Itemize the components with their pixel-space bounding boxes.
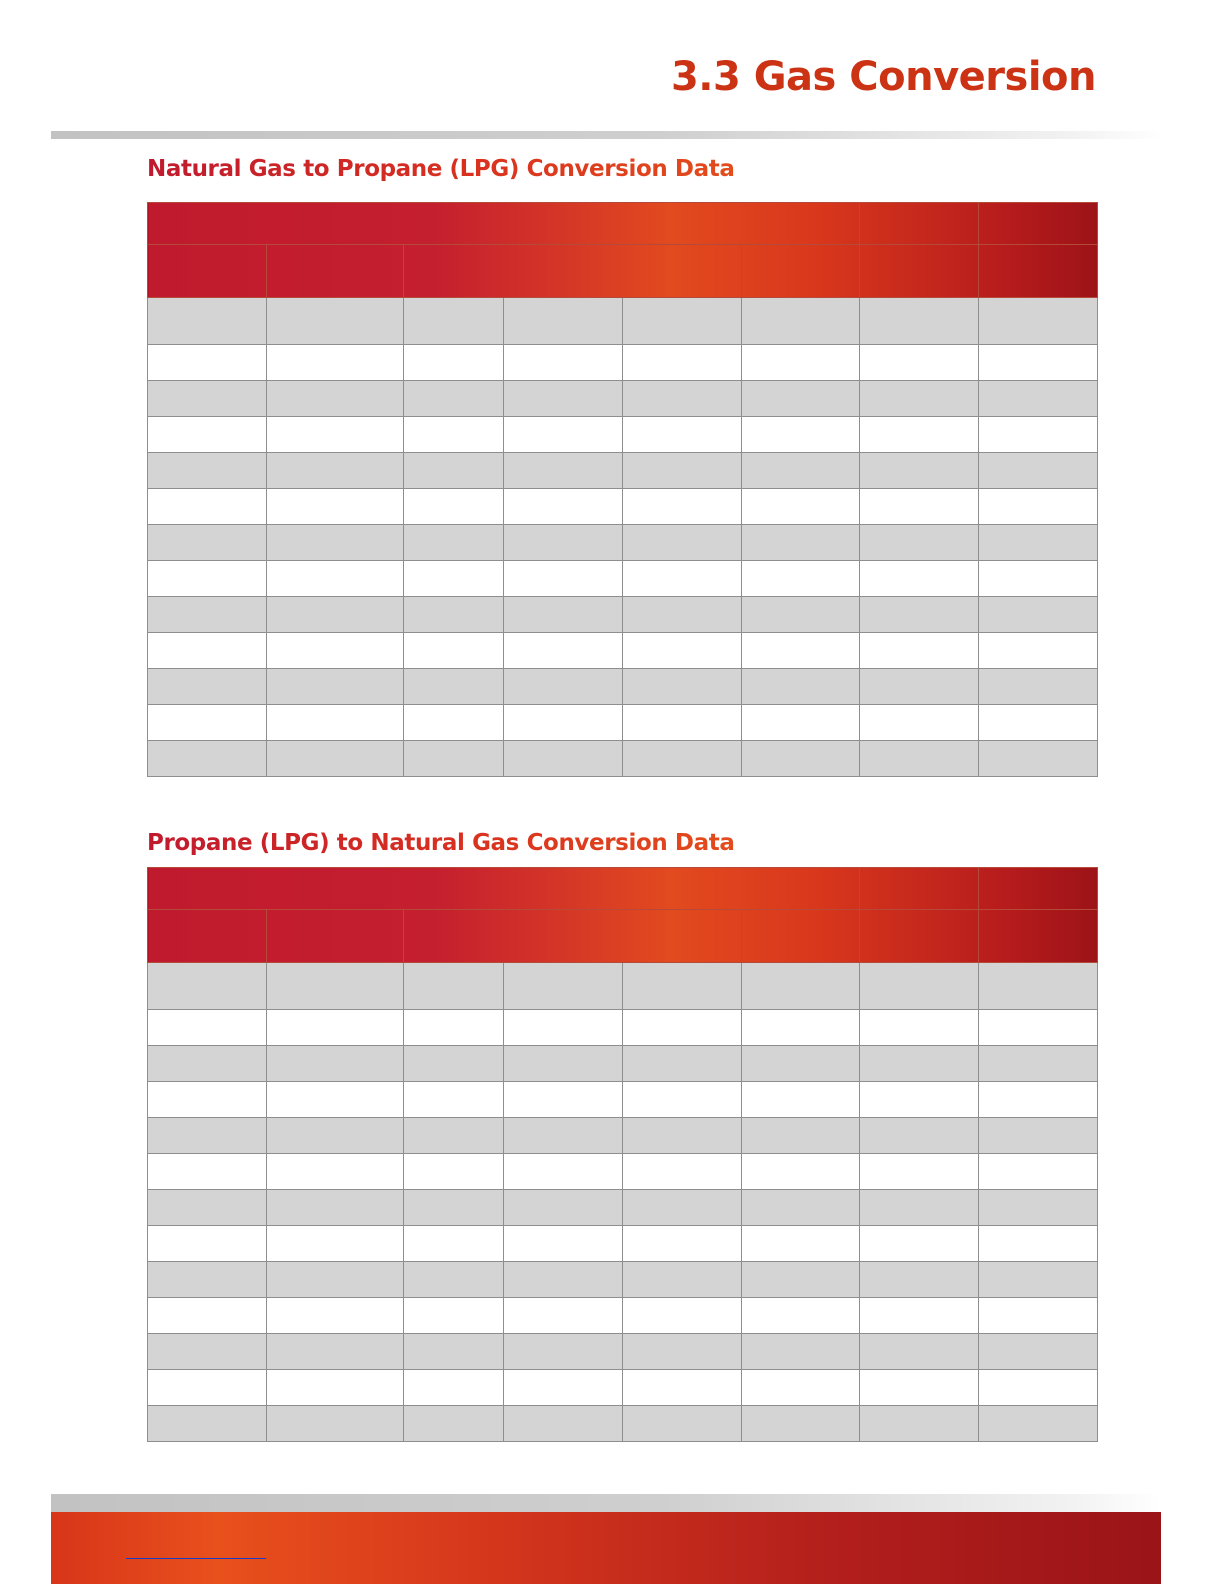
table-cell [623, 1190, 742, 1226]
table-row [148, 1154, 1098, 1190]
table-cell [623, 1406, 742, 1442]
table-cell [979, 525, 1098, 561]
header-row [148, 203, 1098, 245]
table-cell [742, 525, 860, 561]
table-cell [404, 298, 504, 345]
table-cell [267, 453, 404, 489]
table-cell [267, 525, 404, 561]
table-cell [742, 1190, 860, 1226]
table-cell [623, 298, 742, 345]
table-row [148, 298, 1098, 345]
table-cell [742, 963, 860, 1010]
table-row [148, 1298, 1098, 1334]
table-cell [979, 1010, 1098, 1046]
table-cell [742, 345, 860, 381]
table-cell [623, 1370, 742, 1406]
table-cell [504, 381, 623, 417]
table-cell [267, 1298, 404, 1334]
header-cell [148, 868, 860, 910]
subheader-cell [979, 910, 1098, 963]
table-cell [860, 1262, 979, 1298]
table-cell [404, 417, 504, 453]
table-cell [860, 1190, 979, 1226]
subheader-cell [860, 910, 979, 963]
table-cell [148, 1370, 267, 1406]
table-row [148, 1118, 1098, 1154]
table-cell [148, 1298, 267, 1334]
table-cell [504, 1010, 623, 1046]
header-cell [860, 868, 979, 910]
table-cell [860, 417, 979, 453]
table-cell [267, 345, 404, 381]
table-cell [148, 1154, 267, 1190]
table-cell [148, 741, 267, 777]
table-cell [267, 1334, 404, 1370]
table-cell [742, 489, 860, 525]
table-cell [504, 1082, 623, 1118]
table-cell [623, 417, 742, 453]
table-cell [860, 1154, 979, 1190]
table-cell [267, 489, 404, 525]
subheader-cell [860, 245, 979, 298]
table-cell [267, 669, 404, 705]
table-cell [623, 633, 742, 669]
table-cell [267, 298, 404, 345]
table-cell [267, 1406, 404, 1442]
page-title: 3.3 Gas Conversion [670, 54, 1096, 100]
table-cell [148, 1334, 267, 1370]
table-cell [148, 1226, 267, 1262]
table-cell [267, 1154, 404, 1190]
subheader-cell [267, 245, 404, 298]
table-cell [623, 1046, 742, 1082]
table-cell [860, 1118, 979, 1154]
table-cell [979, 633, 1098, 669]
table-cell [979, 1262, 1098, 1298]
table-cell [404, 963, 504, 1010]
subheader-cell [267, 910, 404, 963]
table-cell [404, 525, 504, 561]
table-cell [504, 705, 623, 741]
table-cell [742, 633, 860, 669]
table-cell [860, 489, 979, 525]
table-row [148, 963, 1098, 1010]
table-cell [504, 1370, 623, 1406]
table-cell [148, 1082, 267, 1118]
table-cell [267, 1226, 404, 1262]
table-cell [148, 453, 267, 489]
table-cell [860, 298, 979, 345]
table-cell [623, 1118, 742, 1154]
table-cell [979, 705, 1098, 741]
table-cell [504, 298, 623, 345]
table-cell [860, 1046, 979, 1082]
table-cell [979, 1226, 1098, 1262]
table-row [148, 1226, 1098, 1262]
header-cell [979, 203, 1098, 245]
table-cell [979, 1046, 1098, 1082]
table-cell [267, 1190, 404, 1226]
table-row [148, 1082, 1098, 1118]
table-cell [267, 633, 404, 669]
table-row [148, 597, 1098, 633]
table-cell [623, 1010, 742, 1046]
table-cell [742, 1226, 860, 1262]
table-cell [267, 741, 404, 777]
table-cell [860, 1010, 979, 1046]
table-cell [267, 561, 404, 597]
table-cell [742, 1370, 860, 1406]
table-cell [979, 345, 1098, 381]
table-cell [267, 381, 404, 417]
table-cell [504, 963, 623, 1010]
table-cell [404, 345, 504, 381]
table-cell [404, 1118, 504, 1154]
table-cell [860, 381, 979, 417]
header-rule [51, 131, 1161, 139]
table-cell [267, 705, 404, 741]
table-cell [860, 345, 979, 381]
header-cell [860, 203, 979, 245]
table-cell [504, 1154, 623, 1190]
table-cell [860, 669, 979, 705]
table-cell [979, 417, 1098, 453]
table-cell [404, 1082, 504, 1118]
table-cell [742, 1334, 860, 1370]
table-cell [404, 453, 504, 489]
table-cell [860, 525, 979, 561]
table-cell [148, 417, 267, 453]
table-cell [742, 705, 860, 741]
table-cell [979, 597, 1098, 633]
table-cell [148, 1406, 267, 1442]
header-cell [148, 203, 860, 245]
table-cell [404, 1298, 504, 1334]
table-cell [148, 963, 267, 1010]
table-cell [860, 1226, 979, 1262]
subheader-row [148, 245, 1098, 298]
table-row [148, 1406, 1098, 1442]
table-cell [504, 1334, 623, 1370]
subheader-cell [404, 245, 742, 298]
table-cell [504, 453, 623, 489]
table-cell [742, 1262, 860, 1298]
subheader-cell [404, 910, 742, 963]
table-cell [404, 1154, 504, 1190]
table-cell [979, 381, 1098, 417]
lpg-to-ng-table [147, 867, 1098, 1442]
table-cell [504, 597, 623, 633]
table-cell [148, 381, 267, 417]
table-cell [504, 561, 623, 597]
table-cell [404, 1010, 504, 1046]
table-row [148, 705, 1098, 741]
table-cell [267, 597, 404, 633]
footer-rule [51, 1494, 1161, 1512]
table-cell [504, 1118, 623, 1154]
table-cell [148, 1118, 267, 1154]
table-cell [860, 1334, 979, 1370]
table-cell [148, 669, 267, 705]
table-cell [623, 597, 742, 633]
table-cell [267, 1046, 404, 1082]
table-row [148, 741, 1098, 777]
table-cell [148, 1190, 267, 1226]
table-cell [979, 1190, 1098, 1226]
table-cell [623, 381, 742, 417]
table-cell [504, 1046, 623, 1082]
table-cell [623, 489, 742, 525]
table-cell [504, 1262, 623, 1298]
table-cell [742, 1046, 860, 1082]
table-cell [404, 669, 504, 705]
table-cell [860, 1298, 979, 1334]
footer-link-underline[interactable] [126, 1558, 266, 1559]
section-title-lpg-to-ng: Propane (LPG) to Natural Gas Conversion Data [147, 830, 735, 856]
table-cell [504, 345, 623, 381]
table-row [148, 1190, 1098, 1226]
table-cell [404, 633, 504, 669]
table-cell [623, 1154, 742, 1190]
table-cell [623, 345, 742, 381]
table-cell [742, 561, 860, 597]
table-cell [267, 1082, 404, 1118]
table-cell [860, 741, 979, 777]
table-cell [742, 1154, 860, 1190]
table-cell [404, 1226, 504, 1262]
footer-band [51, 1512, 1161, 1584]
table-cell [742, 298, 860, 345]
table-cell [504, 1406, 623, 1442]
table-cell [860, 963, 979, 1010]
table-cell [623, 1226, 742, 1262]
table-row [148, 345, 1098, 381]
table-cell [404, 1370, 504, 1406]
table-cell [742, 1010, 860, 1046]
ng-to-lpg-table [147, 202, 1098, 777]
table-cell [148, 345, 267, 381]
table-cell [148, 298, 267, 345]
table-cell [979, 489, 1098, 525]
table-cell [623, 1262, 742, 1298]
table-cell [860, 1370, 979, 1406]
table-cell [504, 525, 623, 561]
subheader-cell [148, 910, 267, 963]
table-cell [148, 705, 267, 741]
table-cell [979, 1406, 1098, 1442]
table-row [148, 1262, 1098, 1298]
table-cell [148, 1010, 267, 1046]
table-row [148, 1370, 1098, 1406]
table-row [148, 453, 1098, 489]
table-cell [860, 1406, 979, 1442]
table-cell [148, 489, 267, 525]
table-cell [979, 298, 1098, 345]
table-cell [623, 1298, 742, 1334]
table-cell [860, 561, 979, 597]
table-cell [148, 1262, 267, 1298]
table-cell [979, 1298, 1098, 1334]
table-cell [404, 705, 504, 741]
table-row [148, 489, 1098, 525]
table-cell [742, 1406, 860, 1442]
table-cell [860, 705, 979, 741]
table-cell [979, 1082, 1098, 1118]
header-row [148, 868, 1098, 910]
table-row [148, 1334, 1098, 1370]
table-cell [623, 525, 742, 561]
table-cell [504, 669, 623, 705]
table-cell [623, 741, 742, 777]
table-cell [404, 597, 504, 633]
section-title-ng-to-lpg: Natural Gas to Propane (LPG) Conversion Data [147, 156, 735, 182]
table-cell [979, 1154, 1098, 1190]
table-cell [979, 1370, 1098, 1406]
table-cell [742, 417, 860, 453]
table-row [148, 561, 1098, 597]
table-cell [979, 669, 1098, 705]
table-cell [742, 1082, 860, 1118]
table-row [148, 669, 1098, 705]
table-cell [623, 453, 742, 489]
table-row [148, 417, 1098, 453]
table-cell [742, 669, 860, 705]
table-cell [404, 489, 504, 525]
table-cell [267, 1010, 404, 1046]
table-cell [267, 417, 404, 453]
table-cell [623, 705, 742, 741]
table-cell [504, 741, 623, 777]
table-cell [148, 1046, 267, 1082]
table-cell [504, 1226, 623, 1262]
table-cell [504, 417, 623, 453]
table-cell [860, 633, 979, 669]
table-cell [860, 453, 979, 489]
table-cell [742, 741, 860, 777]
subheader-cell [742, 910, 860, 963]
table-cell [860, 597, 979, 633]
table-cell [148, 597, 267, 633]
table-cell [267, 1370, 404, 1406]
subheader-cell [148, 245, 267, 298]
table-row [148, 1046, 1098, 1082]
table-cell [404, 1262, 504, 1298]
table-cell [979, 963, 1098, 1010]
table-cell [623, 669, 742, 705]
table-cell [504, 1190, 623, 1226]
table-cell [742, 597, 860, 633]
table-cell [979, 1334, 1098, 1370]
table-cell [860, 1082, 979, 1118]
subheader-row [148, 910, 1098, 963]
table-cell [979, 1118, 1098, 1154]
table-row [148, 1010, 1098, 1046]
table-cell [742, 1298, 860, 1334]
table-cell [979, 561, 1098, 597]
table-cell [404, 741, 504, 777]
table-cell [404, 1406, 504, 1442]
table-cell [623, 1334, 742, 1370]
table-cell [404, 1046, 504, 1082]
table-cell [979, 453, 1098, 489]
subheader-cell [979, 245, 1098, 298]
table-cell [623, 1082, 742, 1118]
header-cell [979, 868, 1098, 910]
table-cell [148, 633, 267, 669]
table-cell [148, 525, 267, 561]
subheader-cell [742, 245, 860, 298]
table-cell [504, 489, 623, 525]
table-cell [504, 1298, 623, 1334]
table-cell [979, 741, 1098, 777]
table-cell [623, 561, 742, 597]
table-cell [267, 963, 404, 1010]
table-cell [742, 381, 860, 417]
table-cell [404, 561, 504, 597]
table-cell [623, 963, 742, 1010]
table-cell [742, 453, 860, 489]
table-cell [742, 1118, 860, 1154]
table-cell [267, 1118, 404, 1154]
table-cell [267, 1262, 404, 1298]
table-cell [404, 381, 504, 417]
table-row [148, 633, 1098, 669]
table-row [148, 381, 1098, 417]
table-cell [148, 561, 267, 597]
table-cell [404, 1190, 504, 1226]
table-cell [504, 633, 623, 669]
table-row [148, 525, 1098, 561]
table-cell [404, 1334, 504, 1370]
